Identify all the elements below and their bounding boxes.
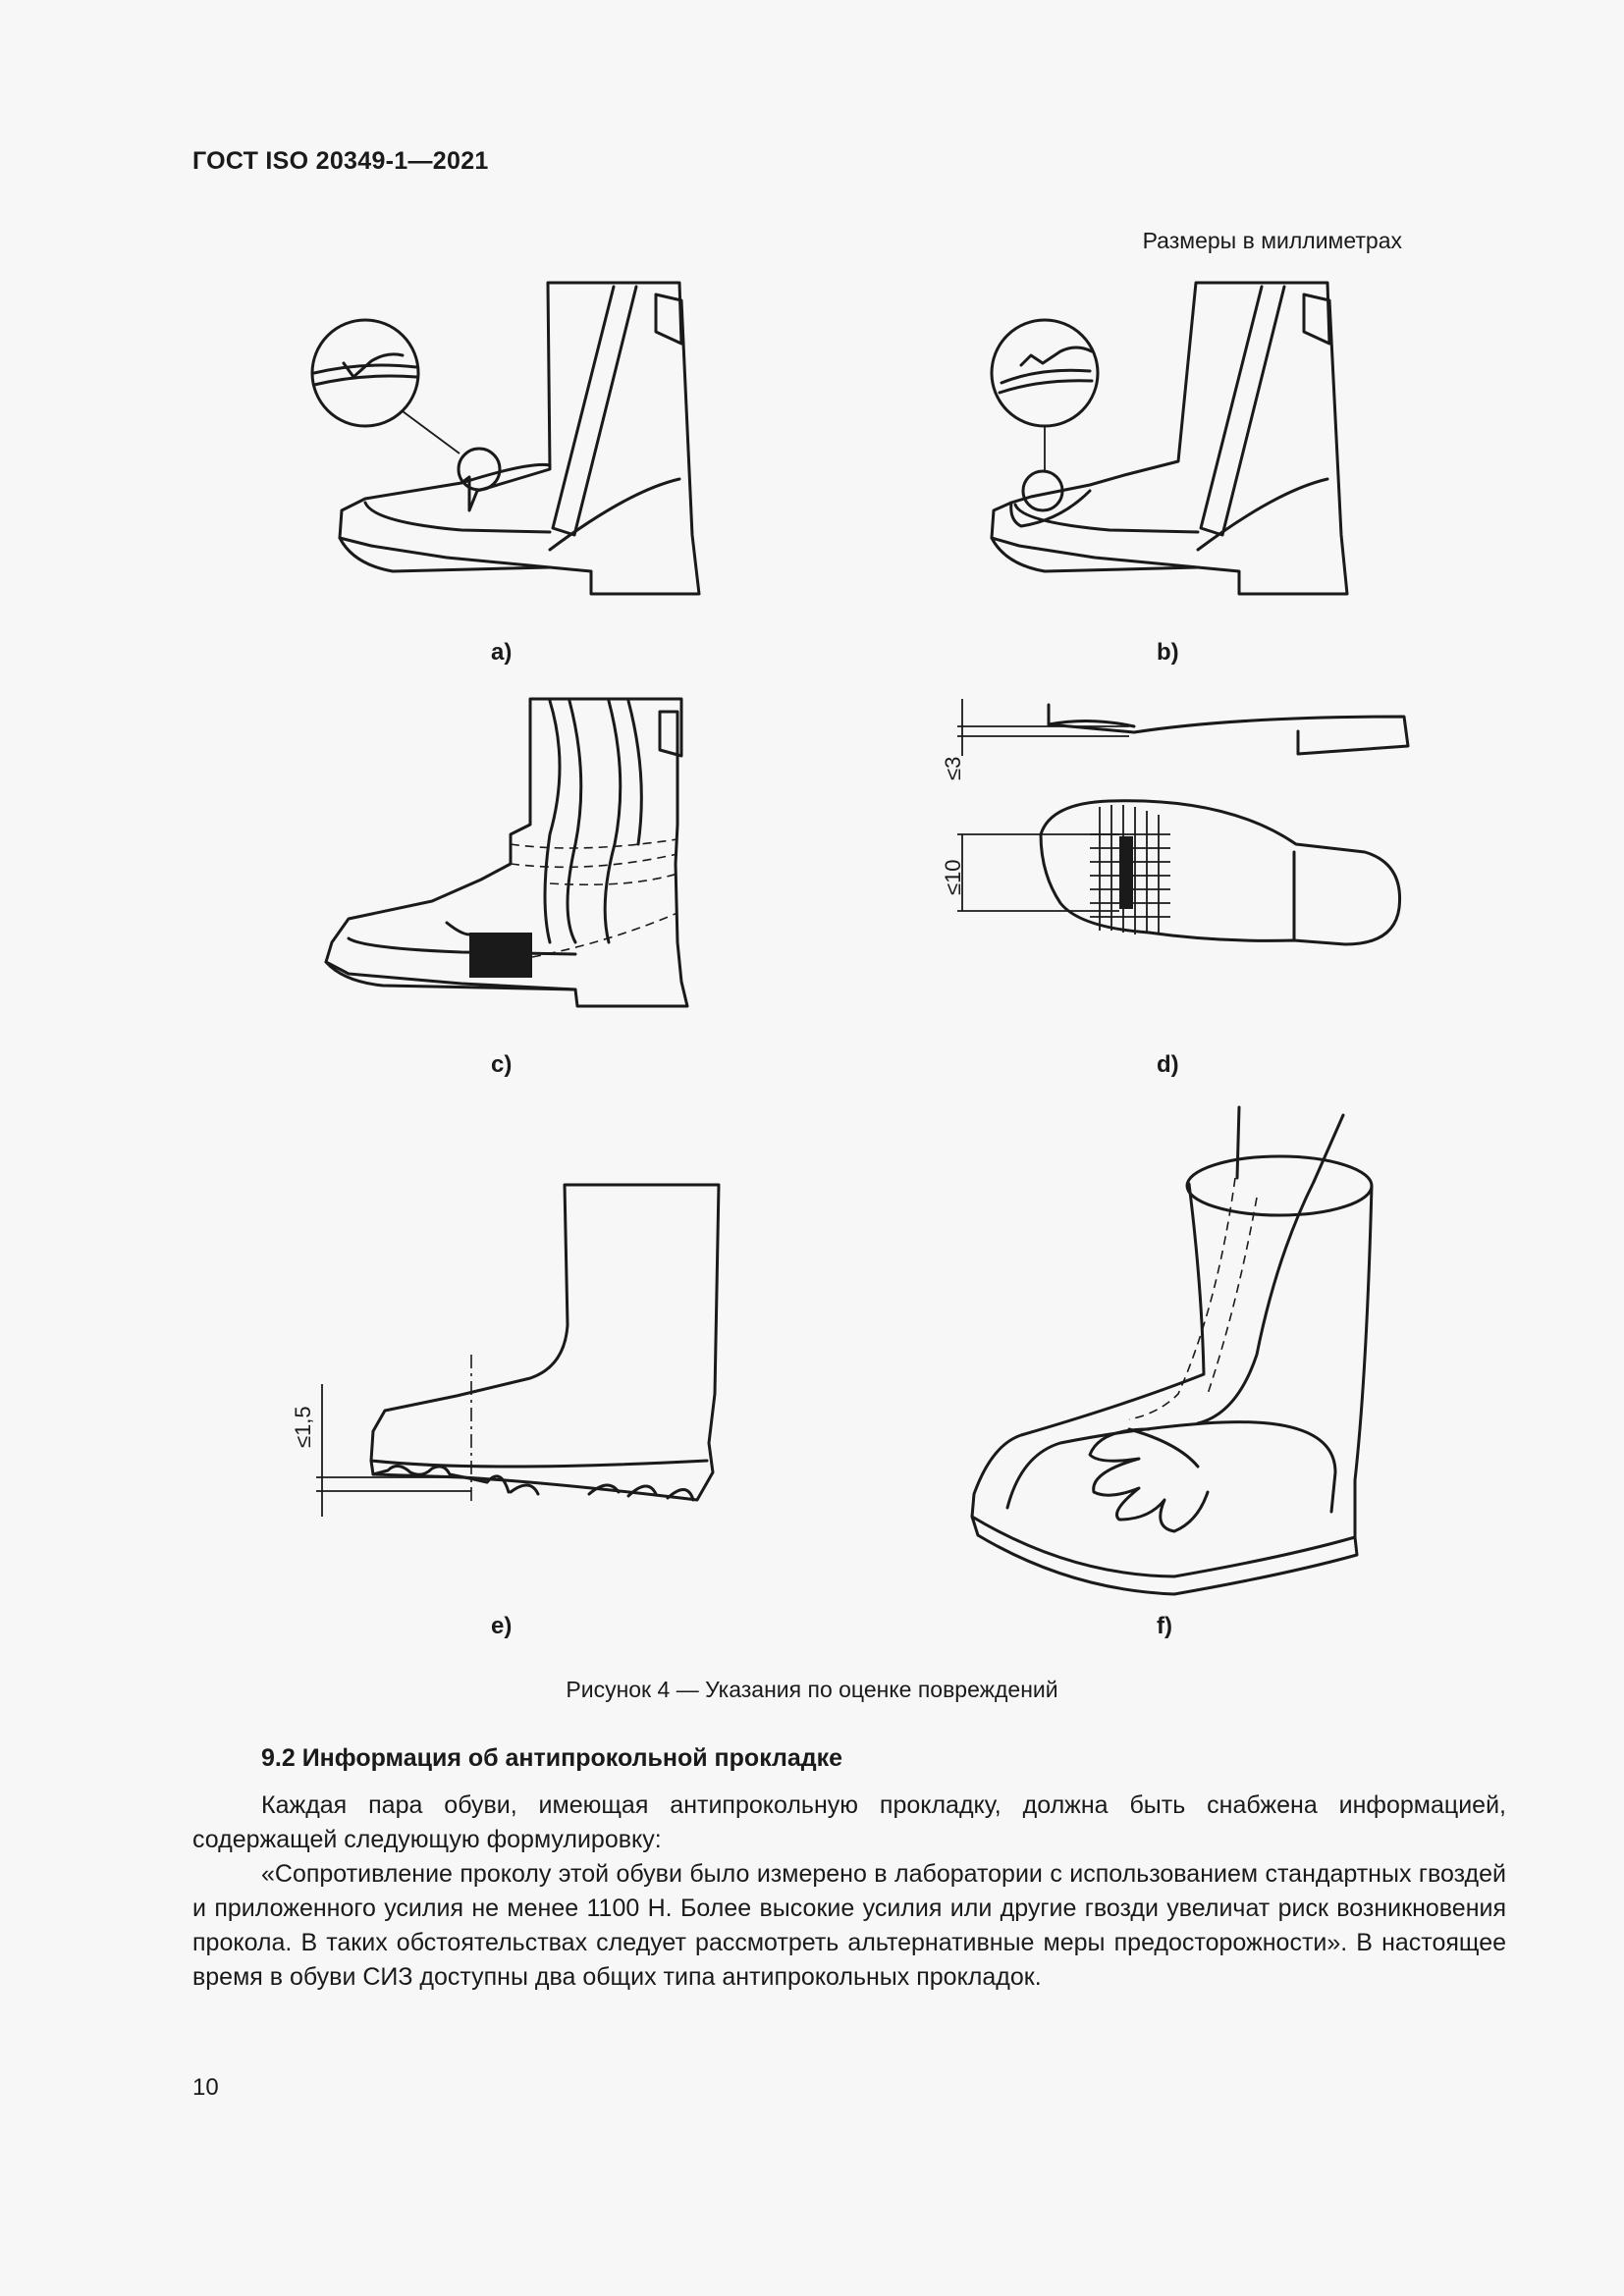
page-number: 10	[192, 2074, 219, 2101]
units-note: Размеры в миллиметрах	[1142, 228, 1402, 253]
paragraph: «Сопротивление проколу этой обуви было измерено в лаборатории с использованием стандартных гвоздей и приложенного усилия не менее 1100 Н. Более высокие усилия или другие гвозди увеличат риск возникновения прокола. В таких обстоятельствах следует рассмотреть альтернативные меры предосторожности». В настоящее время в обуви СИЗ доступны два общих типа антипрокольных прокладок.	[192, 1860, 1506, 1991]
figure-caption: Рисунок 4 — Указания по оценке повреждений	[566, 1677, 1058, 1702]
sole-d-illustration	[941, 699, 1408, 944]
dim-d-upper: ≤3	[941, 756, 965, 780]
boot-f-illustration	[972, 1107, 1372, 1594]
dim-d-lower: ≤10	[941, 859, 965, 895]
section-body	[192, 1789, 1506, 1995]
subfigure-label-c: c)	[491, 1051, 513, 1078]
boot-b-illustration	[992, 283, 1347, 594]
document-header: ГОСТ ISO 20349-1—2021	[192, 147, 489, 175]
subfigure-label-d: d)	[1157, 1051, 1179, 1078]
paragraph: Каждая пара обуви, имеющая антипрокольную прокладку, должна быть снабжена информацией, содержащей следующую формулировку:	[192, 1791, 1506, 1853]
dim-e: ≤1,5	[291, 1406, 315, 1448]
subfigure-label-b: b)	[1157, 639, 1179, 666]
subfigure-label-f: f)	[1157, 1613, 1172, 1639]
subfigure-label-e: e)	[491, 1613, 513, 1639]
boot-a-illustration	[312, 283, 699, 594]
section-heading: 9.2 Информация об антипрокольной прокладке	[261, 1744, 843, 1772]
boot-c-illustration	[326, 699, 687, 1006]
subfigure-label-a: a)	[491, 639, 513, 666]
boot-e-illustration	[291, 1185, 719, 1517]
